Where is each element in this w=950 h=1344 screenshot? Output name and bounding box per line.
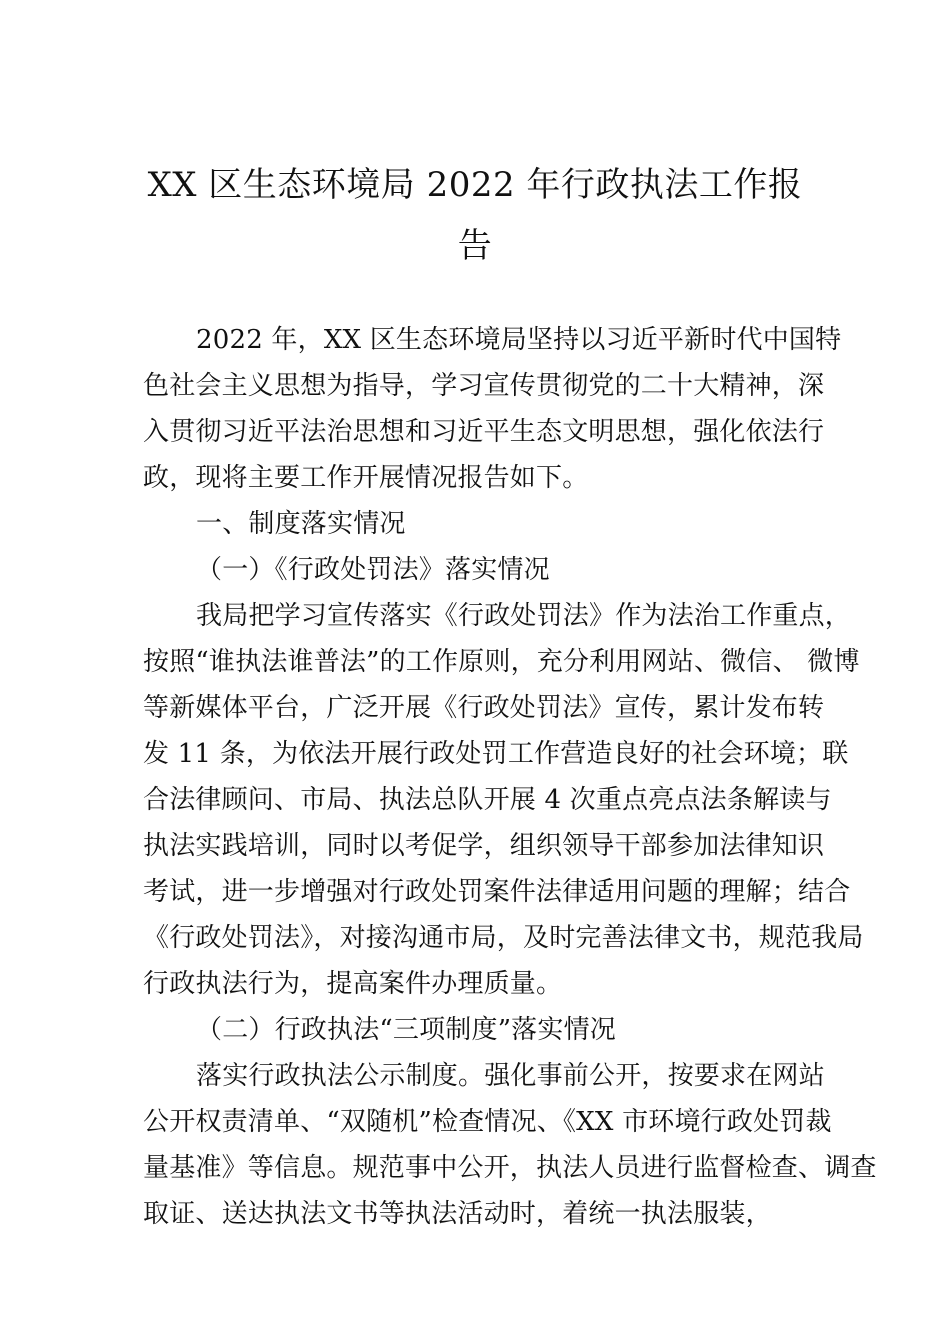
paragraph-line: 落实行政执法公示制度。强化事前公开，按要求在网站 xyxy=(196,1061,825,1091)
paragraph-line: 考试，进一步增强对行政处罚案件法律适用问题的理解；结合 xyxy=(143,877,851,907)
section-heading: 一、制度落实情况 xyxy=(196,509,406,539)
paragraph-line: 执法实践培训，同时以考促学，组织领导干部参加法律知识 xyxy=(143,831,825,861)
paragraph-line: 行政执法行为，提高案件办理质量。 xyxy=(143,969,563,999)
paragraph-line: 《行政处罚法》，对接沟通市局，及时完善法律文书，规范我局 xyxy=(143,923,864,953)
paragraph-line: 2022 年，XX 区生态环境局坚持以习近平新时代中国特 xyxy=(196,325,842,355)
paragraph-line: 取证、送达执法文书等执法活动时，着统一执法服装， xyxy=(143,1199,772,1229)
paragraph-line: 我局把学习宣传落实《行政处罚法》作为法治工作重点， xyxy=(196,601,852,631)
document-title-line-2: 告 xyxy=(457,226,493,266)
paragraph-line: 政，现将主要工作开展情况报告如下。 xyxy=(143,463,589,493)
paragraph-line: 入贯彻习近平法治思想和习近平生态文明思想，强化依法行 xyxy=(143,417,825,447)
paragraph-line: 按照“谁执法谁普法”的工作原则，充分利用网站、微信、 微博 xyxy=(143,647,860,677)
document-title-line-1: XX 区生态环境局 2022 年行政执法工作报 xyxy=(147,165,803,205)
subsection-heading: （二）行政执法“三项制度”落实情况 xyxy=(196,1015,616,1045)
paragraph-line: 合法律顾问、市局、执法总队开展 4 次重点亮点法条解读与 xyxy=(143,785,832,815)
subsection-heading: （一）《行政处罚法》落实情况 xyxy=(196,555,550,585)
paragraph-line: 公开权责清单、“双随机”检查情况、《XX 市环境行政处罚裁 xyxy=(143,1107,832,1137)
paragraph-line: 量基准》等信息。规范事中公开，执法人员进行监督检查、调查 xyxy=(143,1153,877,1183)
paragraph-line: 等新媒体平台，广泛开展《行政处罚法》宣传，累计发布转 xyxy=(143,693,825,723)
paragraph-line: 色社会主义思想为指导，学习宣传贯彻党的二十大精神，深 xyxy=(143,371,825,401)
paragraph-line: 发 11 条，为依法开展行政处罚工作营造良好的社会环境；联 xyxy=(143,739,849,769)
